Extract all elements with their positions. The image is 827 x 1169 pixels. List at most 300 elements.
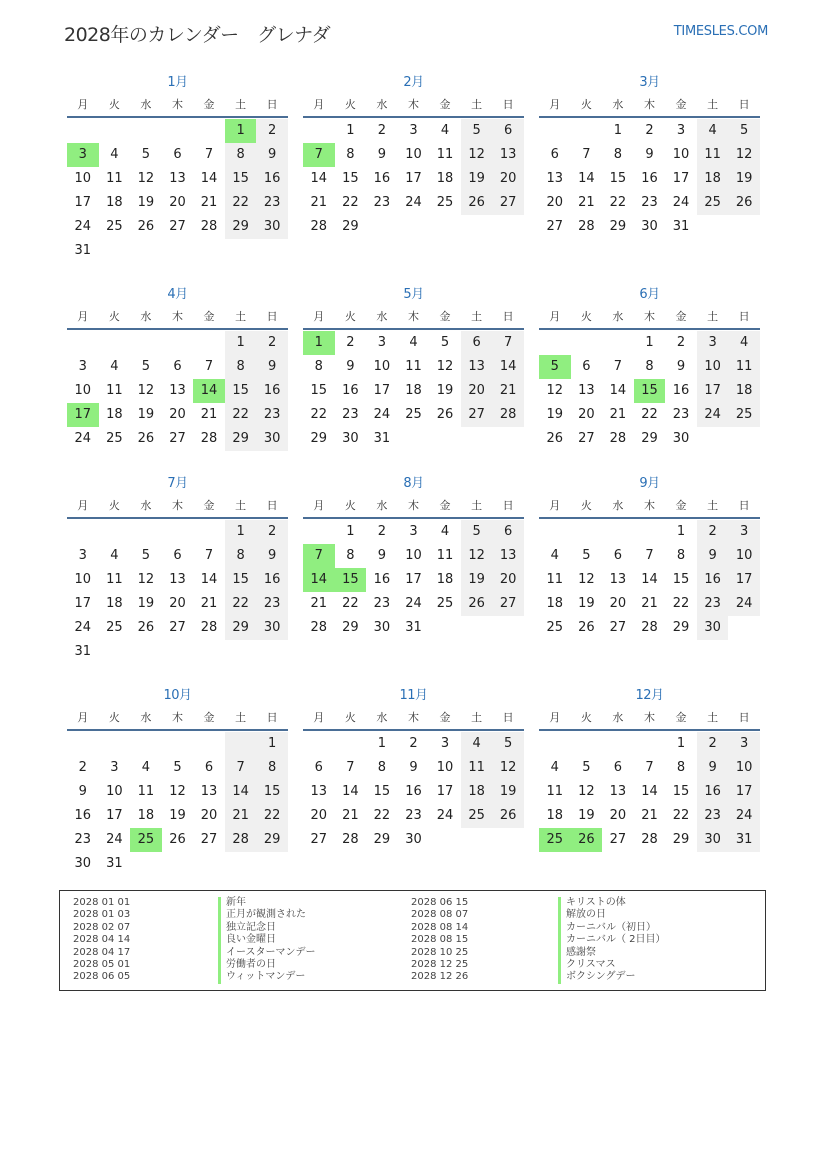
day-cell: 24 — [373, 407, 391, 422]
day-cell: 8 — [676, 548, 686, 563]
holiday-day-cell: 17 — [67, 403, 99, 427]
day-cell: 9 — [697, 756, 729, 780]
weekday-label: 水 — [376, 310, 388, 323]
day-grid — [303, 520, 524, 640]
weekday-label: 日 — [266, 310, 278, 323]
day-grid — [303, 732, 524, 852]
weekday-label: 水 — [140, 711, 152, 724]
day-cell: 5 — [173, 760, 182, 775]
weekday-label: 火 — [580, 310, 592, 323]
day-cell: 7 — [225, 756, 257, 780]
month-calendar — [539, 284, 760, 473]
day-cell: 27 — [609, 832, 627, 847]
day-cell: 4 — [141, 760, 151, 775]
day-grid — [67, 520, 288, 664]
weekday-label: 金 — [675, 310, 687, 323]
day-cell: 11 — [405, 359, 422, 374]
day-grid — [303, 331, 524, 451]
day-cell: 30 — [74, 856, 92, 871]
day-cell: 22 — [672, 808, 690, 823]
day-cell: 18 — [405, 383, 422, 398]
holiday-legend — [59, 890, 766, 991]
day-cell: 4 — [440, 524, 450, 539]
day-cell: 9 — [645, 147, 654, 162]
holiday-day-cell: 26 — [571, 828, 603, 852]
day-cell: 5 — [582, 548, 591, 563]
day-cell: 2 — [697, 732, 729, 756]
day-cell: 9 — [409, 760, 418, 775]
weekday-label: 日 — [266, 98, 278, 111]
day-cell: 23 — [373, 596, 391, 611]
day-cell: 1 — [225, 520, 257, 544]
day-cell: 15 — [310, 383, 328, 398]
day-cell: 17 — [373, 383, 391, 398]
weekday-label: 土 — [707, 98, 719, 111]
day-cell: 8 — [645, 359, 654, 374]
day-cell: 22 — [342, 596, 359, 611]
day-cell: 13 — [200, 784, 218, 799]
day-cell: 10 — [405, 147, 422, 162]
day-cell: 30 — [697, 616, 729, 640]
weekday-label: 日 — [738, 499, 750, 512]
empty-cell — [99, 732, 131, 756]
day-cell: 12 — [546, 383, 564, 398]
day-cell: 11 — [137, 784, 155, 799]
day-cell: 28 — [609, 431, 627, 446]
holiday-day-cell: 1 — [303, 331, 335, 355]
day-cell: 21 — [609, 407, 627, 422]
day-cell: 22 — [609, 195, 627, 210]
day-cell: 23 — [256, 592, 288, 616]
day-cell: 16 — [256, 568, 288, 592]
day-cell: 14 — [641, 784, 658, 799]
empty-cell — [539, 732, 571, 756]
day-cell: 15 — [672, 784, 690, 799]
day-cell: 30 — [256, 215, 288, 239]
weekday-label: 金 — [439, 98, 451, 111]
holiday-day-cell: 1 — [225, 119, 257, 143]
day-cell: 22 — [225, 403, 257, 427]
day-cell: 29 — [225, 215, 257, 239]
day-cell: 26 — [169, 832, 186, 847]
day-cell: 12 — [436, 359, 454, 374]
weekday-label: 金 — [439, 310, 451, 323]
empty-cell — [193, 331, 225, 355]
weekday-label: 木 — [171, 310, 183, 323]
day-cell: 29 — [225, 427, 257, 451]
day-cell: 24 — [436, 808, 454, 823]
weekday-label: 金 — [203, 98, 215, 111]
day-cell: 15 — [256, 780, 288, 804]
day-cell: 25 — [106, 219, 123, 234]
weekday-label: 日 — [738, 711, 750, 724]
day-cell: 20 — [609, 808, 627, 823]
day-cell: 15 — [672, 572, 690, 587]
weekday-label: 火 — [344, 499, 356, 512]
day-cell: 22 — [225, 592, 257, 616]
weekday-label: 火 — [344, 310, 356, 323]
day-cell: 8 — [225, 355, 257, 379]
day-cell: 27 — [169, 219, 186, 234]
weekday-label: 月 — [313, 310, 325, 323]
day-cell: 2 — [256, 520, 288, 544]
day-cell: 21 — [310, 195, 328, 210]
day-cell: 4 — [550, 548, 559, 563]
day-cell: 20 — [492, 568, 524, 592]
day-cell: 17 — [106, 808, 123, 823]
day-cell: 29 — [342, 620, 359, 635]
day-cell: 4 — [110, 359, 119, 374]
day-cell: 29 — [672, 620, 690, 635]
site-link[interactable]: TIMESLES.COM — [673, 24, 768, 39]
day-cell: 8 — [225, 544, 257, 568]
day-cell: 4 — [461, 732, 493, 756]
empty-cell — [67, 119, 99, 143]
day-cell: 23 — [697, 592, 729, 616]
legend-date: 2028 01 01 — [73, 897, 131, 908]
day-cell: 11 — [546, 572, 564, 587]
day-cell: 14 — [225, 780, 257, 804]
empty-cell — [303, 119, 335, 143]
legend-holiday-name: カーニバル（初日） — [558, 922, 666, 934]
day-cell: 24 — [74, 219, 92, 234]
empty-cell — [539, 331, 571, 355]
month-calendar — [303, 473, 524, 685]
day-cell: 6 — [461, 331, 493, 355]
day-cell: 27 — [461, 403, 493, 427]
day-cell: 25 — [436, 195, 454, 210]
weekday-label: 土 — [707, 310, 719, 323]
weekday-label: 水 — [376, 711, 388, 724]
day-cell: 31 — [672, 219, 690, 234]
empty-cell — [67, 331, 99, 355]
weekday-label: 金 — [675, 98, 687, 111]
day-cell: 19 — [578, 596, 595, 611]
day-cell: 25 — [697, 191, 729, 215]
legend-date: 2028 01 03 — [73, 909, 131, 921]
month-name: 11月 — [399, 688, 428, 703]
weekday-label: 月 — [549, 499, 561, 512]
day-cell: 10 — [405, 548, 422, 563]
calendar-grid — [67, 72, 760, 897]
day-cell: 23 — [672, 407, 690, 422]
day-cell: 1 — [676, 736, 686, 751]
day-cell: 11 — [436, 147, 454, 162]
day-cell: 1 — [645, 335, 654, 350]
day-cell: 13 — [546, 171, 564, 186]
day-cell: 22 — [225, 191, 257, 215]
month-calendar — [67, 685, 288, 897]
day-cell: 5 — [141, 548, 151, 563]
weekday-header — [539, 94, 760, 118]
day-cell: 20 — [546, 195, 564, 210]
day-cell: 22 — [641, 407, 658, 422]
day-cell: 15 — [609, 171, 627, 186]
month-calendar — [67, 284, 288, 473]
holiday-day-cell: 7 — [303, 143, 335, 167]
day-cell: 7 — [613, 359, 623, 374]
day-cell: 11 — [106, 383, 123, 398]
weekday-label: 水 — [612, 711, 624, 724]
empty-cell — [99, 119, 131, 143]
day-cell: 2 — [697, 520, 729, 544]
day-cell: 12 — [137, 171, 155, 186]
day-cell: 4 — [110, 147, 119, 162]
weekday-label: 水 — [140, 98, 152, 111]
weekday-label: 金 — [675, 499, 687, 512]
weekday-label: 火 — [108, 98, 120, 111]
day-cell: 8 — [314, 359, 323, 374]
legend-date: 2028 04 17 — [73, 946, 131, 958]
day-cell: 3 — [110, 760, 119, 775]
empty-cell — [634, 732, 666, 756]
day-cell: 3 — [728, 520, 760, 544]
day-cell: 19 — [461, 167, 493, 191]
day-grid — [539, 732, 760, 852]
day-cell: 3 — [697, 331, 729, 355]
day-cell: 3 — [409, 524, 418, 539]
empty-cell — [571, 119, 603, 143]
weekday-label: 火 — [108, 310, 120, 323]
day-cell: 3 — [78, 548, 87, 563]
day-cell: 10 — [672, 147, 690, 162]
day-cell: 26 — [436, 407, 454, 422]
day-cell: 29 — [225, 616, 257, 640]
weekday-label: 木 — [407, 499, 419, 512]
day-cell: 24 — [405, 596, 422, 611]
day-cell: 23 — [74, 832, 92, 847]
empty-cell — [99, 520, 131, 544]
day-cell: 27 — [169, 620, 186, 635]
day-cell: 27 — [310, 832, 328, 847]
legend-names-right — [558, 897, 666, 984]
weekday-label: 日 — [266, 499, 278, 512]
day-cell: 19 — [546, 407, 564, 422]
day-cell: 9 — [676, 359, 686, 374]
day-cell: 11 — [106, 572, 123, 587]
day-cell: 30 — [641, 219, 658, 234]
month-name: 7月 — [167, 476, 188, 491]
day-grid — [67, 119, 288, 263]
day-cell: 4 — [550, 760, 559, 775]
day-cell: 30 — [405, 832, 422, 847]
day-cell: 2 — [645, 123, 654, 138]
weekday-label: 土 — [707, 711, 719, 724]
day-cell: 31 — [74, 243, 92, 258]
legend-date: 2028 12 26 — [411, 971, 469, 983]
day-cell: 25 — [106, 431, 123, 446]
day-cell: 20 — [169, 407, 186, 422]
day-cell: 17 — [728, 780, 760, 804]
day-cell: 4 — [697, 119, 729, 143]
empty-cell — [335, 732, 367, 756]
day-grid — [67, 732, 288, 876]
day-cell: 13 — [169, 572, 186, 587]
day-cell: 2 — [78, 760, 87, 775]
month-calendar — [539, 72, 760, 284]
day-cell: 25 — [405, 407, 422, 422]
day-cell: 18 — [461, 780, 493, 804]
day-cell: 30 — [256, 427, 288, 451]
day-cell: 26 — [461, 191, 493, 215]
day-cell: 24 — [405, 195, 422, 210]
day-cell: 6 — [173, 359, 182, 374]
day-cell: 11 — [546, 784, 564, 799]
month-calendar — [539, 685, 760, 897]
empty-cell — [193, 732, 225, 756]
weekday-label: 月 — [313, 499, 325, 512]
day-cell: 9 — [697, 544, 729, 568]
day-cell: 13 — [492, 544, 524, 568]
day-cell: 25 — [436, 596, 454, 611]
day-cell: 6 — [314, 760, 323, 775]
weekday-label: 月 — [313, 711, 325, 724]
legend-date: 2028 10 25 — [411, 946, 469, 958]
day-cell: 5 — [141, 147, 151, 162]
day-cell: 19 — [137, 407, 155, 422]
weekday-label: 日 — [502, 499, 514, 512]
empty-cell — [99, 331, 131, 355]
day-cell: 14 — [578, 171, 595, 186]
day-cell: 6 — [550, 147, 559, 162]
month-calendar — [67, 473, 288, 685]
day-cell: 8 — [256, 756, 288, 780]
weekday-label: 火 — [344, 98, 356, 111]
day-cell: 30 — [342, 431, 359, 446]
legend-holiday-name: イースターマンデー — [218, 947, 316, 959]
day-cell: 28 — [310, 219, 328, 234]
day-cell: 14 — [200, 171, 218, 186]
day-cell: 12 — [728, 143, 760, 167]
day-cell: 16 — [641, 171, 658, 186]
weekday-label: 月 — [77, 499, 89, 512]
day-cell: 22 — [373, 808, 391, 823]
empty-cell — [162, 119, 194, 143]
weekday-header — [303, 94, 524, 118]
legend-date: 2028 08 15 — [411, 934, 469, 946]
day-cell: 20 — [492, 167, 524, 191]
legend-date: 2028 08 07 — [411, 909, 469, 921]
day-cell: 14 — [310, 171, 328, 186]
day-cell: 16 — [74, 808, 92, 823]
day-cell: 25 — [106, 620, 123, 635]
weekday-label: 火 — [344, 711, 356, 724]
day-cell: 19 — [578, 808, 595, 823]
day-cell: 27 — [492, 592, 524, 616]
legend-holiday-name: 解放の日 — [558, 909, 666, 921]
day-cell: 27 — [169, 431, 186, 446]
legend-holiday-name: ボクシングデー — [558, 971, 666, 983]
legend-date: 2028 04 14 — [73, 934, 131, 946]
day-cell: 5 — [440, 335, 450, 350]
day-cell: 7 — [492, 331, 524, 355]
day-cell: 13 — [492, 143, 524, 167]
day-cell: 9 — [256, 143, 288, 167]
month-calendar — [303, 284, 524, 473]
holiday-day-cell: 3 — [67, 143, 99, 167]
day-cell: 21 — [200, 407, 218, 422]
day-cell: 1 — [676, 524, 686, 539]
month-name: 5月 — [403, 287, 424, 302]
weekday-header — [303, 306, 524, 330]
day-cell: 21 — [200, 596, 218, 611]
weekday-label: 金 — [675, 711, 687, 724]
day-cell: 24 — [697, 403, 729, 427]
day-cell: 29 — [310, 431, 328, 446]
day-cell: 20 — [200, 808, 218, 823]
month-calendar — [539, 473, 760, 685]
day-cell: 14 — [200, 572, 218, 587]
day-cell: 17 — [405, 171, 422, 186]
day-cell: 21 — [225, 804, 257, 828]
weekday-label: 土 — [235, 711, 247, 724]
day-cell: 11 — [106, 171, 123, 186]
day-cell: 22 — [342, 195, 359, 210]
weekday-label: 木 — [407, 310, 419, 323]
weekday-label: 火 — [580, 711, 592, 724]
legend-holiday-name: 労働者の日 — [218, 959, 316, 971]
weekday-header — [67, 94, 288, 118]
day-cell: 1 — [346, 123, 355, 138]
holiday-day-cell: 15 — [634, 379, 666, 403]
empty-cell — [130, 732, 162, 756]
weekday-label: 月 — [549, 711, 561, 724]
day-cell: 13 — [169, 383, 186, 398]
day-cell: 13 — [461, 355, 493, 379]
day-cell: 25 — [728, 403, 760, 427]
day-cell: 8 — [676, 760, 686, 775]
legend-holiday-name: キリストの体 — [558, 897, 666, 909]
weekday-label: 土 — [471, 711, 483, 724]
legend-names-left — [218, 897, 316, 984]
legend-holiday-name: クリスマス — [558, 959, 666, 971]
day-cell: 2 — [377, 123, 387, 138]
weekday-header — [67, 306, 288, 330]
day-cell: 6 — [613, 760, 623, 775]
day-cell: 21 — [578, 195, 595, 210]
day-cell: 2 — [377, 524, 387, 539]
weekday-label: 水 — [612, 98, 624, 111]
day-cell: 6 — [173, 147, 182, 162]
day-cell: 23 — [342, 407, 359, 422]
day-cell: 5 — [582, 760, 591, 775]
page-title: 2028年のカレンダー グレナダ — [64, 24, 331, 46]
day-cell: 20 — [578, 407, 595, 422]
day-cell: 3 — [728, 732, 760, 756]
day-grid — [539, 331, 760, 451]
day-cell: 27 — [200, 832, 218, 847]
day-cell: 30 — [373, 620, 391, 635]
day-cell: 7 — [645, 548, 654, 563]
empty-cell — [303, 732, 335, 756]
day-cell: 26 — [137, 431, 155, 446]
empty-cell — [225, 732, 257, 756]
empty-cell — [162, 732, 194, 756]
legend-holiday-name: 正月が観測された — [218, 909, 316, 921]
legend-holiday-name: 新年 — [218, 897, 316, 909]
day-cell: 7 — [204, 548, 214, 563]
day-cell: 21 — [200, 195, 218, 210]
day-cell: 16 — [342, 383, 359, 398]
day-cell: 28 — [225, 828, 257, 852]
day-cell: 31 — [373, 431, 391, 446]
day-cell: 16 — [672, 383, 690, 398]
legend-date: 2028 06 05 — [73, 971, 131, 983]
day-cell: 11 — [697, 143, 729, 167]
day-cell: 24 — [106, 832, 123, 847]
weekday-label: 金 — [439, 499, 451, 512]
weekday-label: 日 — [502, 711, 514, 724]
